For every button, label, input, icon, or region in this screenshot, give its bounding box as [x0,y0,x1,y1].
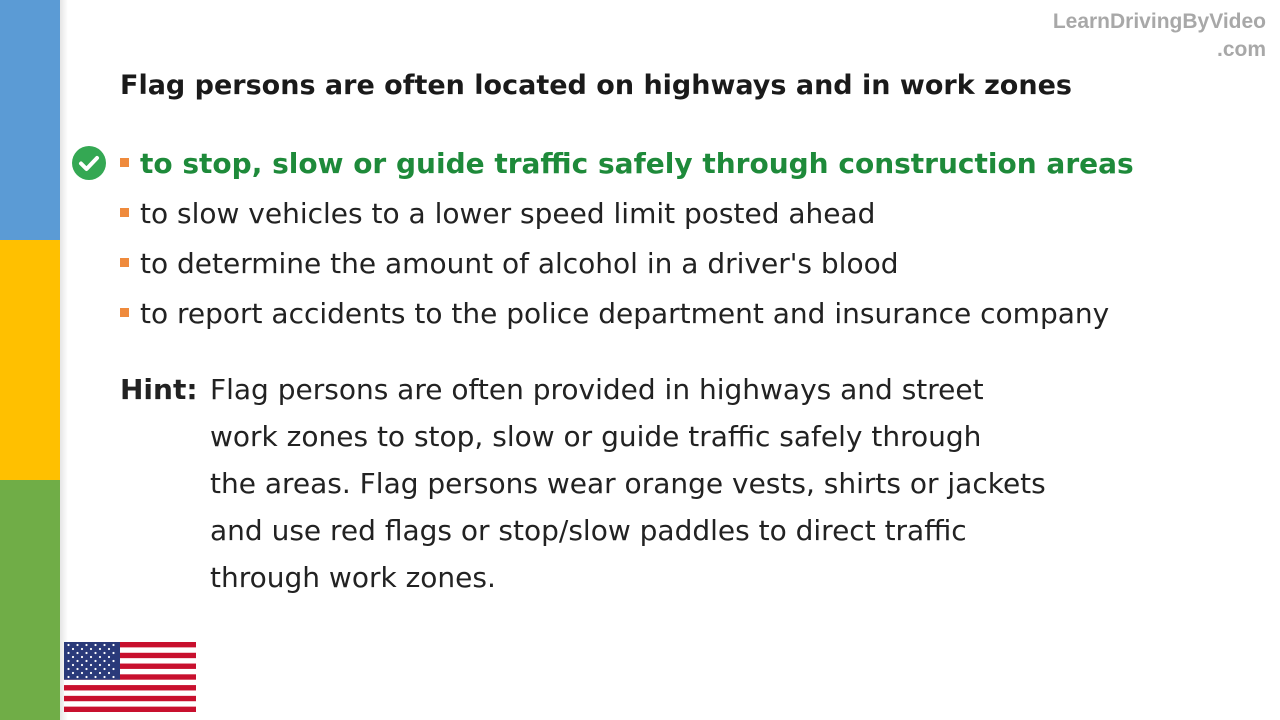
flag-stripe [64,696,196,701]
us-flag-icon [64,642,196,712]
flag-star [108,672,110,674]
square-bullet-icon [120,208,129,217]
flag-star [76,652,78,654]
flag-star [103,676,105,678]
flag-stripe [64,707,196,712]
flag-star [108,656,110,658]
square-bullet-icon [120,258,129,267]
flag-star [85,676,87,678]
flag-star [81,672,83,674]
flag-star [90,672,92,674]
flag-star [108,648,110,650]
flag-star [81,656,83,658]
flag-star [94,660,96,662]
sidebar-blue-segment [0,0,60,240]
answer-option-4[interactable] [120,288,1134,338]
answer-text: to stop, slow or guide traffic safely through construction areas [140,146,1134,180]
flag-star [67,644,69,646]
flag-star [99,656,101,658]
flag-star [72,664,74,666]
answer-text: to slow vehicles to a lower speed limit posted ahead [140,196,876,230]
hint-label: Hint: [120,373,198,406]
sidebar-shadow [60,0,68,720]
flag-star [85,644,87,646]
flag-star [90,656,92,658]
flag-star [67,676,69,678]
flag-star [67,660,69,662]
hint-line: work zones to stop, slow or guide traffic safely through [210,420,982,453]
flag-star [103,644,105,646]
flag-star [112,644,114,646]
answer-option-3[interactable] [120,238,1134,288]
site-logo [1053,8,1266,64]
sidebar-yellow-segment [0,240,60,480]
flag-star [99,672,101,674]
color-sidebar [0,0,60,720]
flag-star [112,652,114,654]
flag-star [72,656,74,658]
question-title: Flag persons are often located on highways and in work zones [120,70,1072,101]
flag-star [94,668,96,670]
flag-star [94,652,96,654]
hint-line: and use red flags or stop/slow paddles to direct traffic [210,514,967,547]
hint-text [210,366,1046,601]
flag-star [112,660,114,662]
hint-line: Flag persons are often provided in highways and street [210,373,984,406]
flag-star [85,660,87,662]
flag-star [67,668,69,670]
square-bullet-icon [120,158,129,167]
hint-line: the areas. Flag persons wear orange vests, shirts or jackets [210,467,1046,500]
flag-stripe [64,685,196,690]
flag-star [67,652,69,654]
flag-star [103,652,105,654]
flag-star [112,668,114,670]
flag-star [76,660,78,662]
answer-text: to determine the amount of alcohol in a driver's blood [140,246,899,280]
flag-star [90,648,92,650]
sidebar-green-segment [0,480,60,720]
flag-star [76,644,78,646]
flag-star [85,668,87,670]
flag-star [76,676,78,678]
flag-star [81,664,83,666]
answer-text: to report accidents to the police department and insurance company [140,296,1110,330]
flag-star [94,644,96,646]
square-bullet-icon [120,308,129,317]
flag-star [72,648,74,650]
flag-star [72,672,74,674]
flag-star [81,648,83,650]
flag-star [94,676,96,678]
answer-list [120,138,1134,338]
flag-star [112,676,114,678]
flag-star [90,664,92,666]
flag-star [103,668,105,670]
logo-line-2: .com [1216,38,1266,61]
check-circle-icon [72,146,106,180]
flag-star [99,664,101,666]
answer-option-1[interactable] [120,138,1134,188]
flag-star [85,652,87,654]
flag-star [108,664,110,666]
hint-line: through work zones. [210,561,496,594]
flag-star [76,668,78,670]
answer-option-2[interactable] [120,188,1134,238]
flag-star [103,660,105,662]
logo-line-1: LearnDrivingByVideo [1052,10,1266,33]
flag-star [99,648,101,650]
